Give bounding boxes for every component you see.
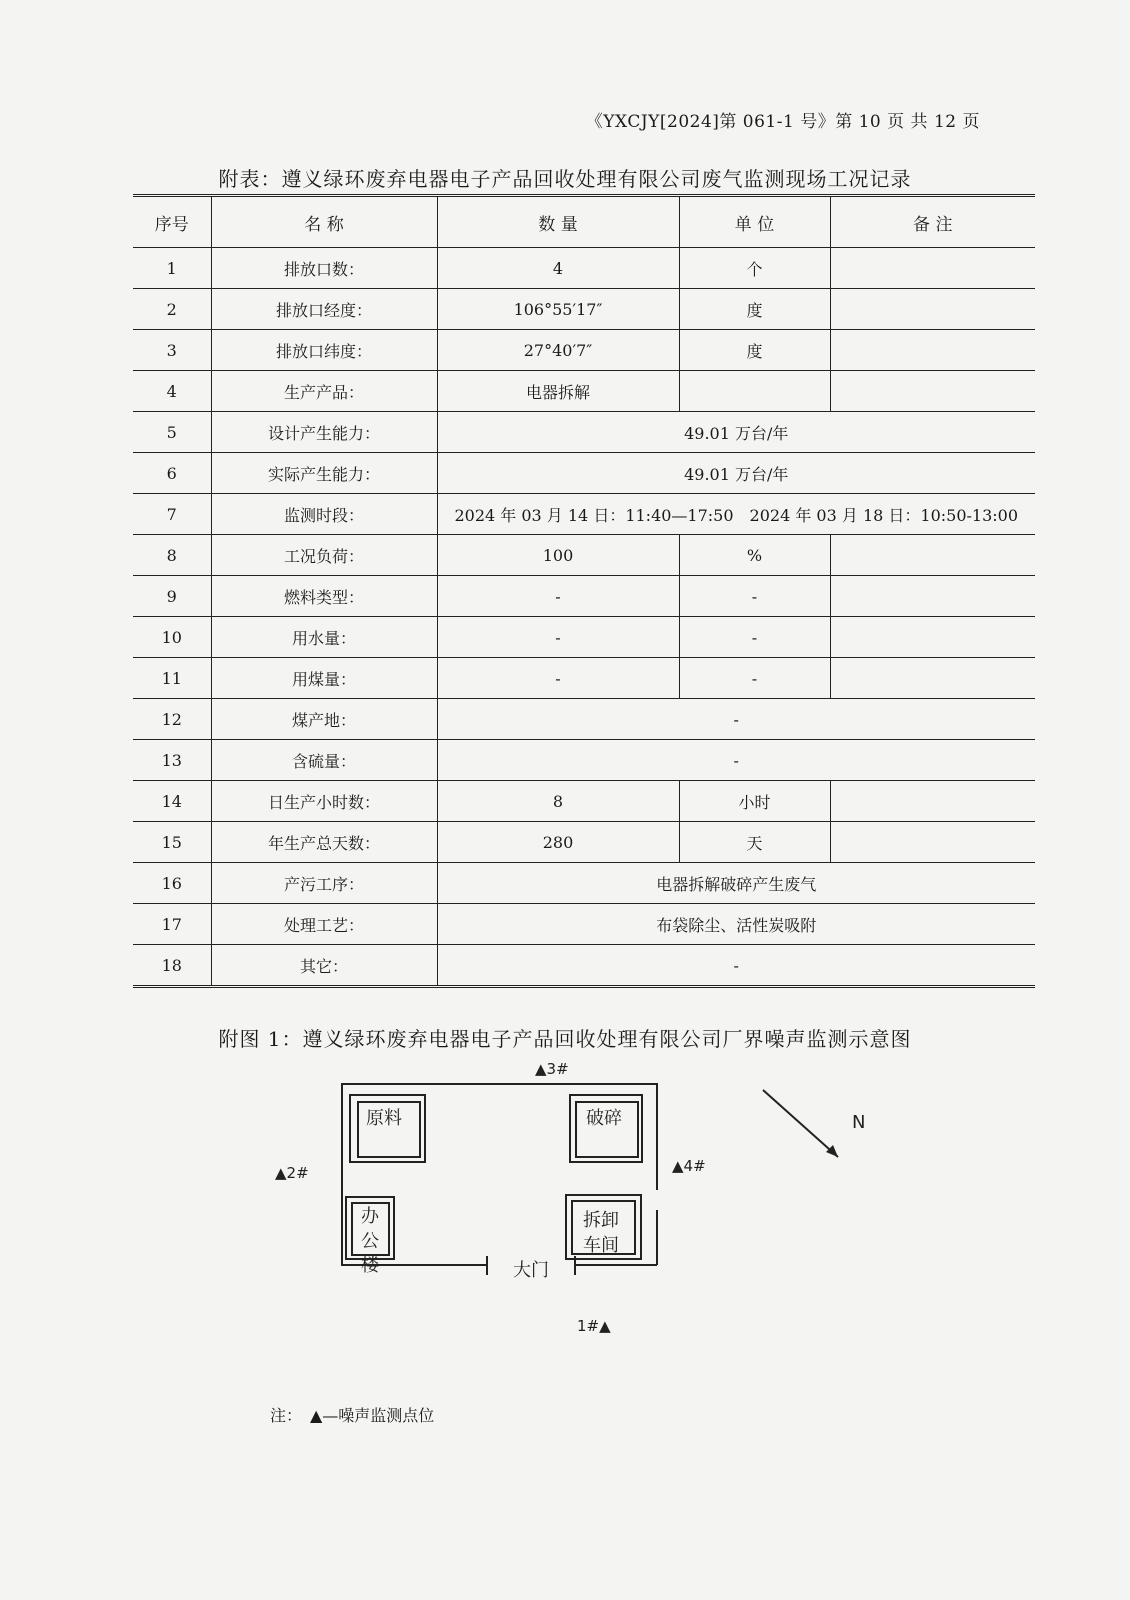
table-cell-name: 用水量： <box>211 617 437 658</box>
table-cell-no: 16 <box>133 863 211 904</box>
table-cell-no: 9 <box>133 576 211 617</box>
table-cell-merged: - <box>437 740 1035 781</box>
table-cell-remark <box>830 781 1035 822</box>
table-cell-no: 17 <box>133 904 211 945</box>
table-cell-no: 8 <box>133 535 211 576</box>
column-header: 名 称 <box>211 196 437 248</box>
report-reference: 《YXCJY[2024]第 061-1 号》第 10 页 共 12 页 <box>585 112 980 132</box>
table-row <box>133 330 1035 371</box>
table-cell-no: 1 <box>133 248 211 289</box>
table-cell-unit: - <box>679 617 830 658</box>
building-label-office: 楼 <box>361 1255 379 1276</box>
table-cell-name: 工况负荷： <box>211 535 437 576</box>
table-cell-merged: - <box>437 945 1035 987</box>
table-row <box>133 371 1035 412</box>
noise-monitoring-map <box>275 1060 890 1360</box>
building-label-crush: 破碎 <box>586 1108 622 1129</box>
column-header: 序号 <box>133 196 211 248</box>
table-row <box>133 576 1035 617</box>
table-row <box>133 863 1035 904</box>
table-cell-qty: - <box>437 576 679 617</box>
table-cell-no: 14 <box>133 781 211 822</box>
table-cell-qty: 8 <box>437 781 679 822</box>
table-cell-no: 10 <box>133 617 211 658</box>
table-cell-qty: - <box>437 617 679 658</box>
table-cell-unit: 度 <box>679 289 830 330</box>
table-cell-qty: 280 <box>437 822 679 863</box>
table-cell-remark <box>830 248 1035 289</box>
table-cell-remark <box>830 822 1035 863</box>
table-cell-no: 13 <box>133 740 211 781</box>
table-cell-merged: 2024 年 03 月 14 日：11:40—17:50 2024 年 03 月 18 日：10:50-13:00 <box>437 494 1035 535</box>
table-row <box>133 248 1035 289</box>
table-cell-name: 生产产品： <box>211 371 437 412</box>
table-cell-unit: 个 <box>679 248 830 289</box>
table-cell-merged: 布袋除尘、活性炭吸附 <box>437 904 1035 945</box>
table-cell-no: 11 <box>133 658 211 699</box>
table-row <box>133 658 1035 699</box>
table-cell-unit: % <box>679 535 830 576</box>
table-cell-name: 日生产小时数： <box>211 781 437 822</box>
table-row <box>133 617 1035 658</box>
table-cell-remark <box>830 617 1035 658</box>
table-cell-remark <box>830 535 1035 576</box>
table-cell-no: 15 <box>133 822 211 863</box>
table-row <box>133 289 1035 330</box>
table-cell-merged: 49.01 万台/年 <box>437 412 1035 453</box>
table-cell-no: 2 <box>133 289 211 330</box>
table-cell-no: 5 <box>133 412 211 453</box>
table-cell-merged: 49.01 万台/年 <box>437 453 1035 494</box>
table-cell-name: 其它： <box>211 945 437 987</box>
table-row <box>133 494 1035 535</box>
table-cell-qty: - <box>437 658 679 699</box>
table-cell-remark <box>830 576 1035 617</box>
table-title: 附表：遵义绿环废弃电器电子产品回收处理有限公司废气监测现场工况记录 <box>218 167 912 191</box>
table-cell-name: 处理工艺： <box>211 904 437 945</box>
table-cell-qty: 电器拆解 <box>437 371 679 412</box>
table-cell-merged: - <box>437 699 1035 740</box>
gate-label: 大门 <box>513 1260 549 1281</box>
table-cell-unit: 小时 <box>679 781 830 822</box>
condition-record-table <box>133 194 1035 988</box>
table-cell-no: 18 <box>133 945 211 987</box>
table-row <box>133 412 1035 453</box>
table-row <box>133 904 1035 945</box>
table-cell-no: 3 <box>133 330 211 371</box>
monitoring-point-4: ▲4# <box>672 1157 706 1175</box>
table-cell-name: 排放口纬度： <box>211 330 437 371</box>
table-row <box>133 535 1035 576</box>
table-cell-remark <box>830 289 1035 330</box>
table-cell-name: 监测时段： <box>211 494 437 535</box>
building-label-dismantle: 车间 <box>583 1235 619 1256</box>
table-cell-name: 实际产生能力： <box>211 453 437 494</box>
table-cell-name: 含硫量： <box>211 740 437 781</box>
north-arrow <box>763 1090 838 1157</box>
column-header: 备 注 <box>830 196 1035 248</box>
table-cell-name: 燃料类型： <box>211 576 437 617</box>
table-cell-no: 12 <box>133 699 211 740</box>
table-cell-remark <box>830 658 1035 699</box>
north-label: N <box>852 1112 866 1133</box>
table-cell-merged: 电器拆解破碎产生废气 <box>437 863 1035 904</box>
table-header-row <box>133 196 1035 248</box>
column-header: 数 量 <box>437 196 679 248</box>
table-row <box>133 822 1035 863</box>
table-cell-no: 4 <box>133 371 211 412</box>
table-row <box>133 453 1035 494</box>
table-cell-qty: 100 <box>437 535 679 576</box>
table-row <box>133 699 1035 740</box>
table-cell-qty: 106°55′17″ <box>437 289 679 330</box>
table-cell-unit: - <box>679 658 830 699</box>
figure-title: 附图 1：遵义绿环废弃电器电子产品回收处理有限公司厂界噪声监测示意图 <box>218 1027 912 1051</box>
table-cell-name: 煤产地： <box>211 699 437 740</box>
table-cell-qty: 4 <box>437 248 679 289</box>
table-cell-name: 排放口经度： <box>211 289 437 330</box>
table-cell-name: 排放口数： <box>211 248 437 289</box>
table-cell-unit: 天 <box>679 822 830 863</box>
table-cell-no: 6 <box>133 453 211 494</box>
table-cell-name: 设计产生能力： <box>211 412 437 453</box>
building-label-raw: 原料 <box>366 1108 402 1129</box>
table-cell-name: 年生产总天数： <box>211 822 437 863</box>
building-label-office: 公 <box>361 1231 379 1252</box>
building-label-dismantle: 拆卸 <box>583 1210 619 1231</box>
table-row <box>133 740 1035 781</box>
monitoring-point-2: ▲2# <box>275 1164 309 1182</box>
table-cell-remark <box>830 371 1035 412</box>
table-cell-unit: - <box>679 576 830 617</box>
table-row <box>133 781 1035 822</box>
legend-note: 注： ▲—噪声监测点位 <box>270 1406 435 1425</box>
table-cell-no: 7 <box>133 494 211 535</box>
table-cell-unit <box>679 371 830 412</box>
building-label-office: 办 <box>361 1206 379 1227</box>
table-cell-qty: 27°40′7″ <box>437 330 679 371</box>
table-cell-remark <box>830 330 1035 371</box>
monitoring-point-1: 1#▲ <box>577 1317 611 1335</box>
column-header: 单 位 <box>679 196 830 248</box>
table-cell-unit: 度 <box>679 330 830 371</box>
table-cell-name: 用煤量： <box>211 658 437 699</box>
table-cell-name: 产污工序： <box>211 863 437 904</box>
table-row <box>133 945 1035 987</box>
monitoring-point-3: ▲3# <box>535 1060 569 1078</box>
